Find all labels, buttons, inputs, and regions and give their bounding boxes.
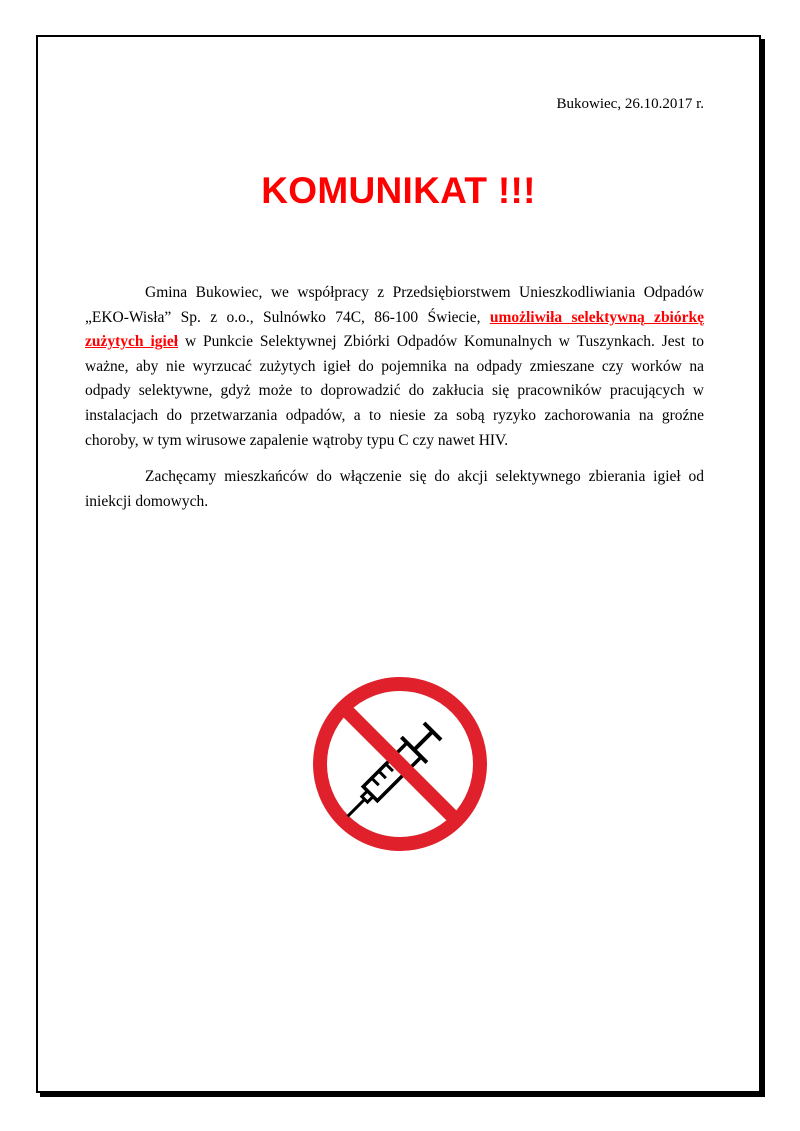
page-title: KOMUNIKAT !!! [261, 170, 536, 211]
document-page [36, 35, 761, 1093]
date-line: Bukowiec, 26.10.2017 r. [556, 96, 704, 112]
paragraph-1 [85, 281, 704, 453]
paragraph-1-text-before: Gmina Bukowiec, we współpracy z Przedsiębiorstwem Unieszkodliwiania Odpadów „EKO-Wisła” Sp. z o.o., Sulnówko 74C, 86-100 Świecie, [85, 284, 704, 326]
paragraph-1-text-after: w Punkcie Selektywnej Zbiórki Odpadów Komunalnych w Tuszynkach. Jest to ważne, aby nie wyrzucać zużytych igieł do pojemnika na odpady zmieszane czy worków na odpady selektywne, gdyż może to doprowadzić do zakłucia się pracowników pracujących w instalacjach do przetwarzania odpadów, a to niesie za sobą ryzyko zachorowania na groźne choroby, w tym wirusowe zapalenie wątroby typu C czy nawet HIV. [85, 333, 704, 449]
paragraph-2: Zachęcamy mieszkańców do włączenie się do akcji selektywnego zbierania igieł od iniekcji domowych. [85, 468, 704, 510]
highlighted-text: umożliwiła selektywną zbiórkę zużytych igieł [85, 308, 704, 351]
no-syringe-icon [311, 675, 489, 853]
announcement-body [85, 281, 704, 526]
syringe-icon [335, 719, 445, 829]
